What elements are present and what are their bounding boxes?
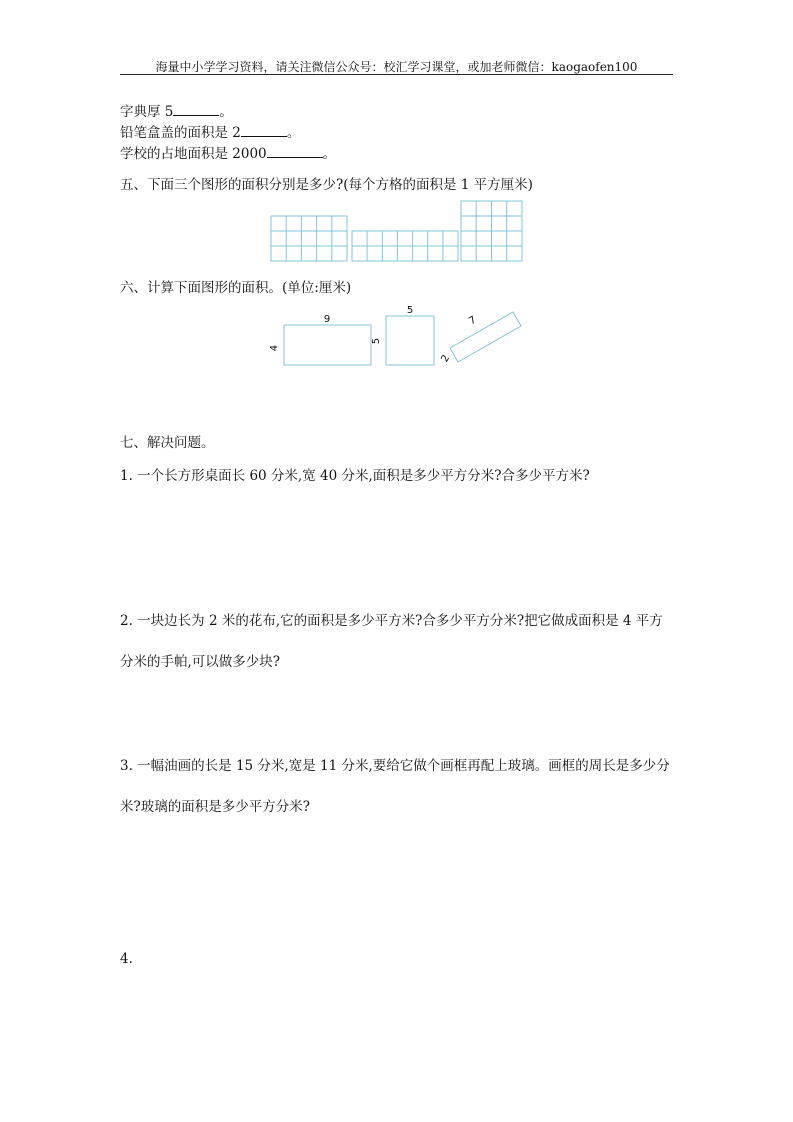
fill-blank-end: 。: [219, 104, 233, 120]
problem-4: 4.: [120, 951, 133, 967]
rectangle-length-label: 9: [323, 314, 331, 325]
fill-blank-text: 字典厚 5: [120, 104, 174, 120]
fill-blank-end: 。: [286, 125, 301, 141]
square-figure: [371, 305, 434, 365]
problem-2-line-1: 2. 一块边长为 2 米的花布,它的面积是多少平方米?合多少平方分米?把它做成面积是 4 平方: [120, 613, 663, 629]
rectangle-width-label: 4: [269, 344, 280, 352]
problem-3-line-1: 3. 一幅油画的长是 15 分米,宽是 11 分米,要给它做个画框再配上玻璃。画框的周长是多少分: [120, 758, 670, 774]
problem-2-line-2: 分米的手帕,可以做多少块?: [120, 654, 281, 670]
problem-3-line-2: 米?玻璃的面积是多少平方分米?: [120, 799, 310, 815]
fill-blank-end: 。: [322, 146, 337, 162]
page-header: 海量中小学学习资料，请关注微信公众号：校汇学习课堂，或加老师微信：kaogaofen100: [155, 60, 638, 74]
area-figures: [0, 0, 793, 400]
square-side-label-left: 5: [371, 337, 382, 345]
square-side-label: 5: [406, 305, 414, 316]
tilted-length-label: 7: [467, 314, 479, 328]
section7-title: 七、解决问题。: [120, 435, 215, 451]
section5-title: 五、下面三个图形的面积分别是多少?(每个方格的面积是 1 平方厘米): [120, 177, 533, 193]
section6-title: 六、计算下面图形的面积。(单位:厘米): [120, 280, 352, 296]
tilted-rectangle-figure: [439, 312, 521, 364]
problem-1: 1. 一个长方形桌面长 60 分米,宽 40 分米,面积是多少平方分米?合多少平方米?: [120, 468, 590, 484]
rectangle-figure: [269, 314, 371, 365]
tilted-width-label: 2: [439, 353, 453, 365]
fill-blank-text: 铅笔盒盖的面积是 2: [120, 125, 241, 141]
fill-blank-text: 学校的占地面积是 2000: [120, 146, 267, 162]
